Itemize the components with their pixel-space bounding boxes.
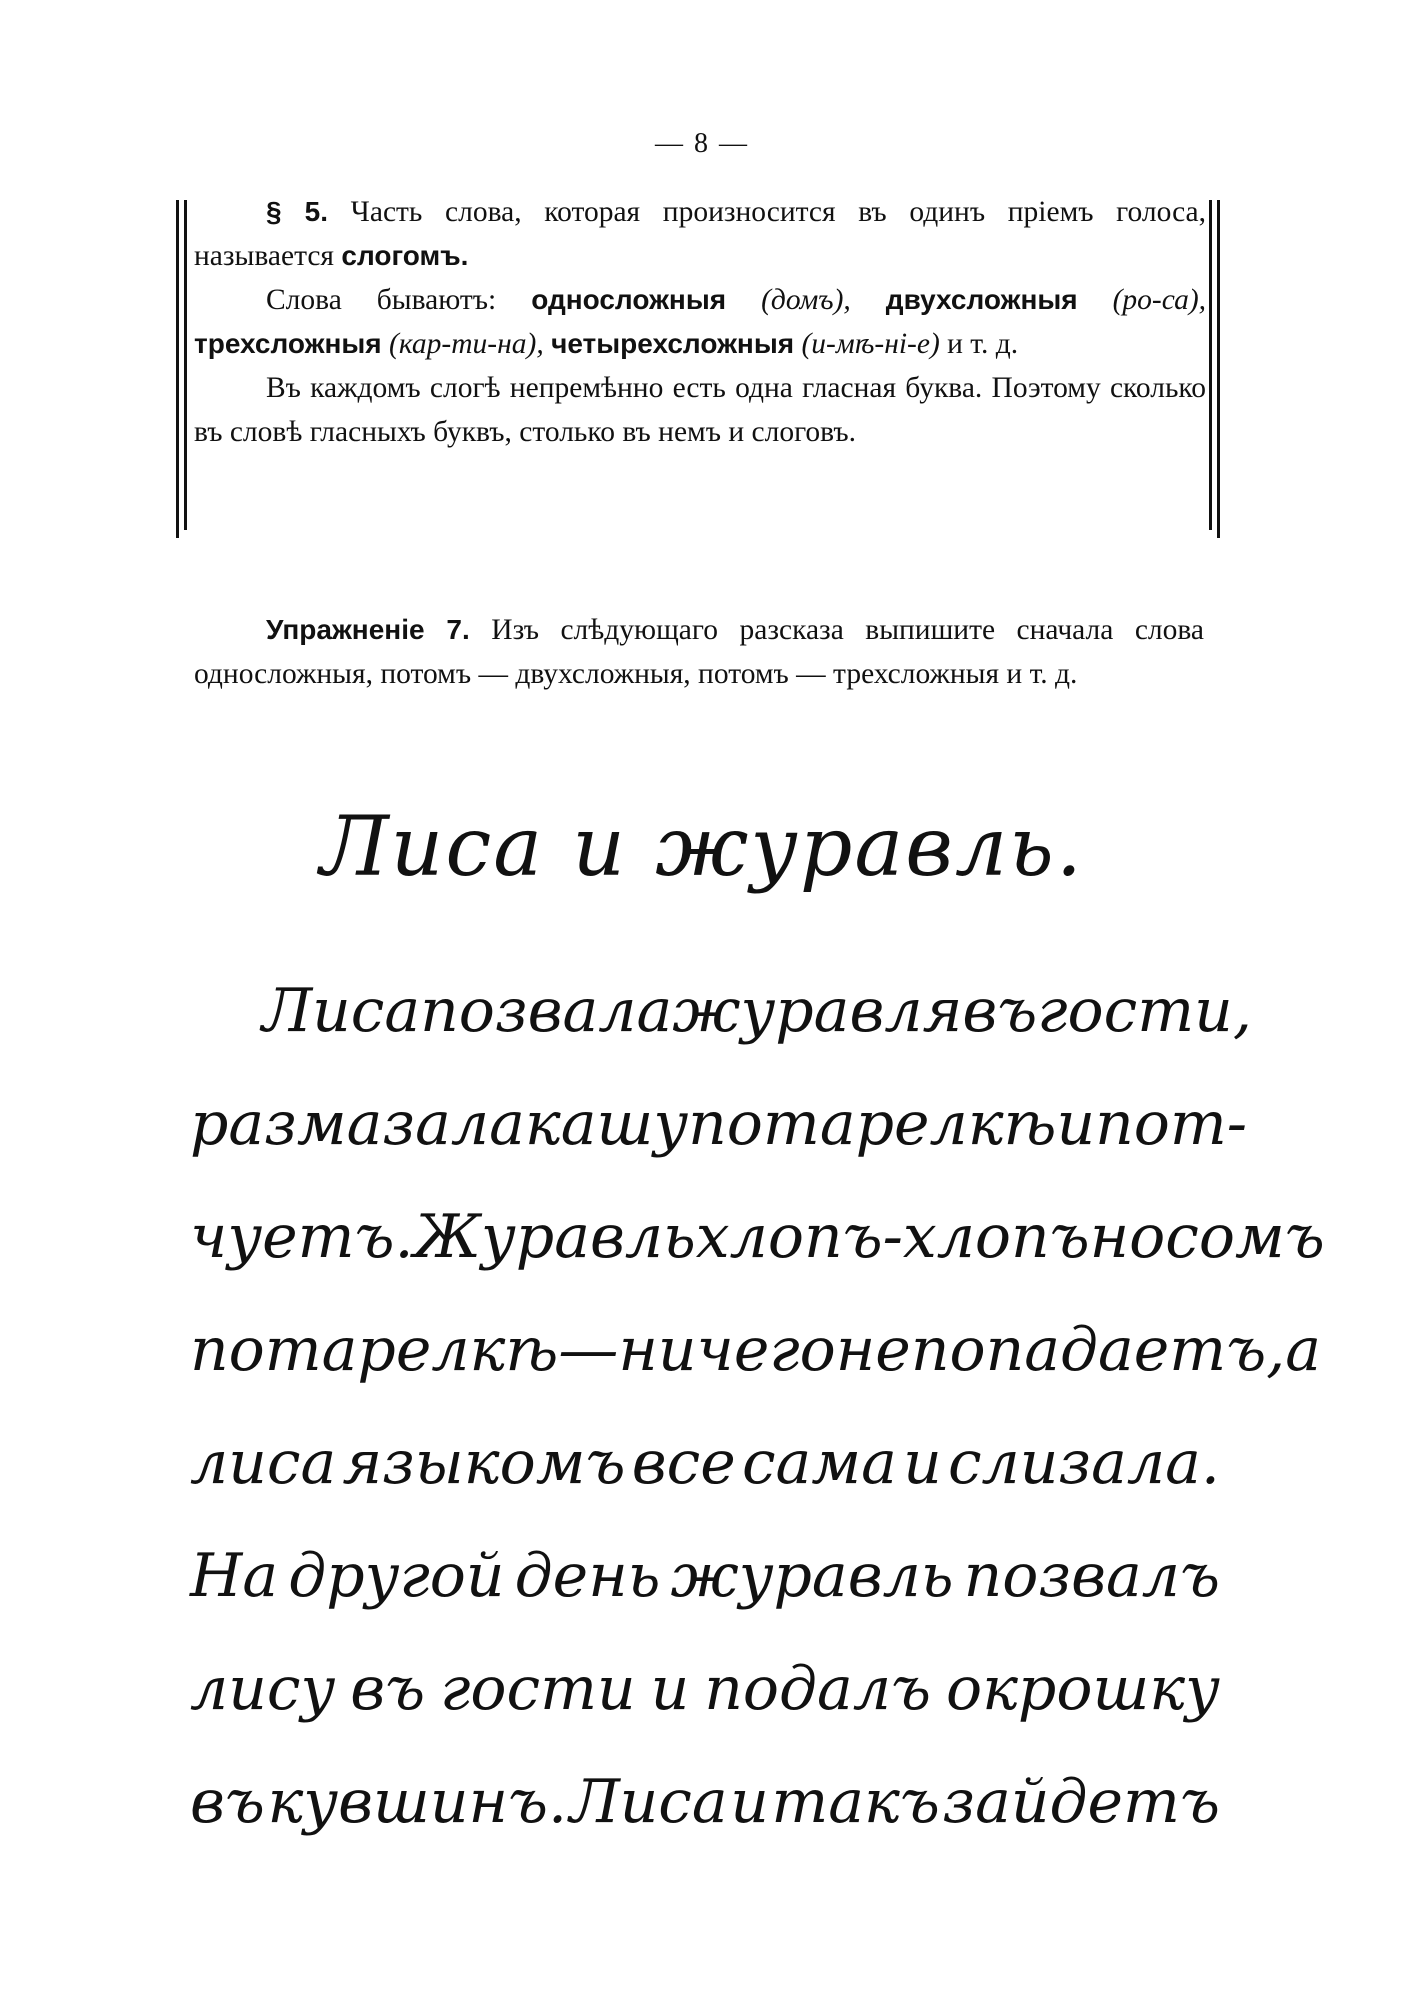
story-word: слизала. — [947, 1428, 1220, 1498]
story-word: кувшинъ. — [267, 1767, 568, 1837]
story-word: и — [903, 1428, 942, 1498]
story-word: все — [631, 1428, 736, 1498]
story-word: окрошку — [945, 1654, 1220, 1724]
story-word: въ — [190, 1767, 265, 1837]
rule-text-1: Часть слова, которая произносится въ одинъ пріемъ голоса, называется — [194, 196, 1207, 272]
rule-text-etc: и т. д. — [947, 328, 1019, 360]
story-line — [190, 955, 1252, 1068]
story-word: въ — [962, 976, 1038, 1046]
rule-text-2: Слова бываютъ: — [266, 284, 497, 316]
story-word: — — [558, 1315, 619, 1385]
story-word: по — [190, 1315, 265, 1385]
story-word: размазала — [190, 1089, 525, 1159]
story-word: въ — [350, 1654, 426, 1724]
term-monosyllabic: односложныя — [531, 284, 727, 315]
frame-right-outer-line — [1217, 200, 1220, 538]
story-word: тарелкѣ — [264, 1315, 559, 1385]
story-word: языкомъ — [342, 1428, 626, 1498]
story-word: Лиса — [262, 976, 421, 1046]
story-word: гости — [440, 1654, 636, 1724]
story-word: и — [1056, 1089, 1096, 1159]
example-trisyllabic: (кар-ти-на), — [389, 328, 544, 360]
exercise-label: Упражненіе 7. — [266, 614, 470, 645]
exercise-text: Изъ слѣдующаго разсказа выпишите сначала слова односложныя, потомъ — двухсложныя, потомъ — трехсложныя и т. д. — [194, 614, 1205, 690]
story-word: журавля — [672, 976, 963, 1046]
example-monosyllabic: (домъ), — [761, 284, 851, 316]
story-word: по — [688, 1089, 763, 1159]
story-line — [190, 1068, 1248, 1181]
story-word: кашу — [524, 1089, 689, 1159]
term-trisyllabic: трехсложныя — [194, 328, 382, 359]
story-title: Лиса и журавль. — [320, 800, 1084, 895]
story-line — [190, 1520, 1220, 1633]
story-word: позвала — [420, 976, 673, 1046]
example-tetrasyllabic: (и-мѣ-ні-е) — [801, 328, 940, 360]
page-number: — 8 — — [655, 128, 749, 159]
story-word: такъ — [771, 1767, 940, 1837]
frame-left-inner-line — [184, 200, 187, 530]
story-word: а — [1285, 1315, 1322, 1385]
story-word: лису — [190, 1654, 336, 1724]
story-word: На — [190, 1541, 279, 1611]
story-word: позвалъ — [963, 1541, 1220, 1611]
story-word: другой — [288, 1541, 505, 1611]
story-word: пот- — [1095, 1089, 1248, 1159]
story-line — [190, 1181, 1325, 1294]
section-5-rule — [194, 190, 1206, 454]
story-word: зайдетъ — [942, 1767, 1220, 1837]
term-tetrasyllabic: четырехсложныя — [551, 328, 795, 359]
frame-left-outer-line — [176, 200, 179, 538]
section-sign: § 5. — [266, 196, 328, 227]
story-word: день — [514, 1541, 661, 1611]
story-word: хлопъ-хлопъ — [695, 1202, 1090, 1272]
story-line — [190, 1746, 1220, 1859]
story-text — [190, 955, 1325, 1859]
rule-term-syllable: слогомъ. — [341, 240, 469, 271]
rule-paragraph-1 — [194, 190, 1206, 278]
exercise-7 — [194, 608, 1204, 696]
example-disyllabic: (ро-са), — [1112, 284, 1207, 316]
story-line — [190, 1294, 1322, 1407]
story-word: носомъ — [1089, 1202, 1325, 1272]
story-word: тарелкѣ — [762, 1089, 1057, 1159]
story-word: Журавль — [413, 1202, 696, 1272]
story-word: не — [835, 1315, 911, 1385]
story-word: и — [650, 1654, 690, 1724]
story-word: лиса — [190, 1428, 337, 1498]
term-disyllabic: двухсложныя — [885, 284, 1078, 315]
story-line — [190, 1633, 1220, 1746]
frame-right-inner-line — [1209, 200, 1212, 530]
story-word: чуетъ. — [190, 1202, 414, 1272]
story-word: ничего — [618, 1315, 836, 1385]
rule-paragraph-3: Въ каждомъ слогѣ непремѣнно есть одна гласная буква. Поэтому сколько въ словѣ гласныхъ буквъ, столько въ немъ и слоговъ. — [194, 372, 1206, 448]
story-word: попадаетъ, — [910, 1315, 1286, 1385]
rule-paragraph-2 — [194, 278, 1206, 366]
story-line — [190, 1407, 1220, 1520]
story-word: Лиса — [569, 1767, 728, 1837]
story-word: сама — [741, 1428, 897, 1498]
story-word: журавль — [670, 1541, 954, 1611]
story-word: подалъ — [704, 1654, 932, 1724]
story-word: гости, — [1037, 976, 1252, 1046]
story-word: и — [730, 1767, 769, 1837]
